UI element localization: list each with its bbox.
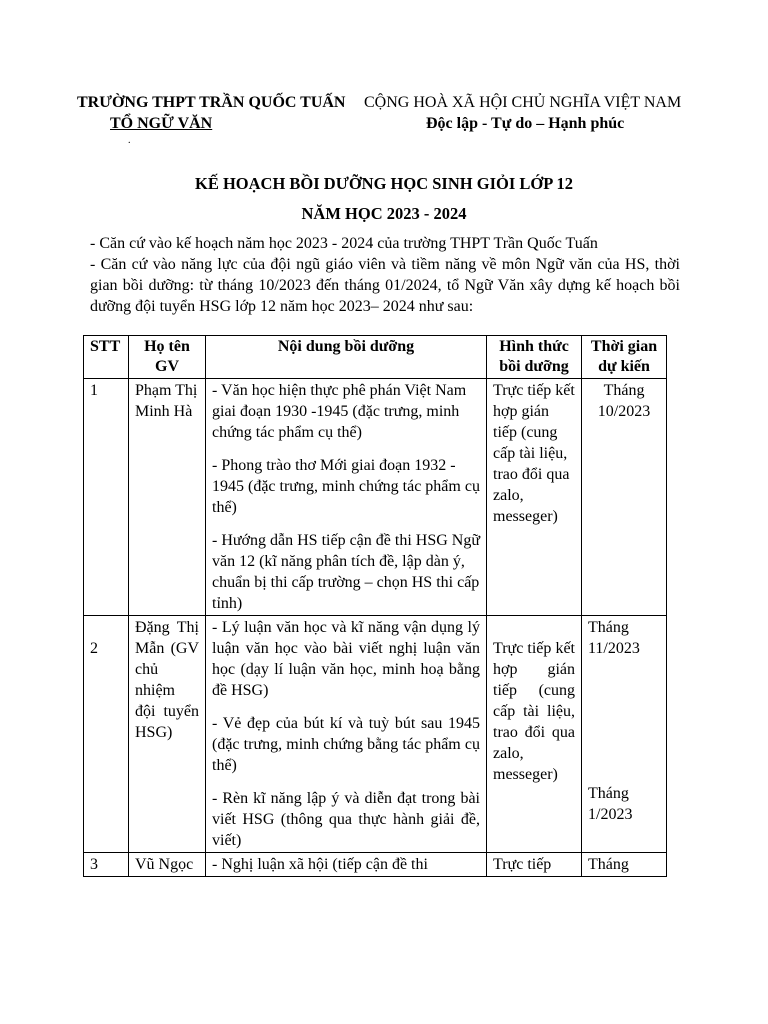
content-item: - Lý luận văn học và kĩ năng vận dụng lý luận văn học vào bài viết nghị luận văn học (dạy lí luận văn học, minh hoạ bằng đề HSG) <box>212 619 480 699</box>
row-time <box>582 379 667 616</box>
header-content: Nội dung bồi dưỡng <box>206 336 487 379</box>
row-stt: 1 <box>84 379 129 616</box>
country-name: CỘNG HOÀ XÃ HỘI CHỦ NGHĨA VIỆT NAM <box>364 94 682 111</box>
header-method: Hình thức bồi dưỡng <box>487 336 582 379</box>
basis-line-1: - Căn cứ vào kế hoạch năm học 2023 - 2024 của trường THPT Trần Quốc Tuấn <box>90 235 598 252</box>
row-contents <box>206 616 487 853</box>
row-time <box>582 616 667 853</box>
row-contents <box>206 853 487 877</box>
row-method: Trực tiếp <box>487 853 582 877</box>
table-row <box>84 379 667 616</box>
row-stt: 3 <box>84 853 129 877</box>
row-teacher: Vũ Ngọc <box>129 853 206 877</box>
national-motto: Độc lập - Tự do – Hạnh phúc <box>426 115 625 132</box>
header-time: Thời gian dự kiến <box>582 336 667 379</box>
plan-table <box>83 335 667 877</box>
table-header-row <box>84 336 667 379</box>
header-teacher: Họ tên GV <box>129 336 206 379</box>
row-teacher: Phạm Thị Minh Hà <box>129 379 206 616</box>
national-header <box>364 92 681 134</box>
row-teacher: Đặng Thị Mẫn (GV chủ nhiệm đội tuyển HSG) <box>129 616 206 853</box>
row-time <box>582 853 667 877</box>
basis-line-2: - Căn cứ vào năng lực của đội ngũ giáo viên và tiềm năng về môn Ngữ văn của HS, thời gian bồi dưỡng: từ tháng 10/2023 đến tháng 01/2024, tổ Ngữ Văn xây dựng kế hoạch bồi dưỡng đội tuyển HSG lớp 12 năm học 2023– 2024 như sau: <box>90 256 680 315</box>
content-item: - Phong trào thơ Mới giai đoạn 1932 - 1945 (đặc trưng, minh chứng tác phẩm cụ thể) <box>212 457 480 516</box>
row-contents <box>206 379 487 616</box>
school-header <box>77 92 345 134</box>
document-subtitle: NĂM HỌC 2023 - 2024 <box>301 204 467 223</box>
time-item: Tháng 1/2023 <box>588 785 633 823</box>
content-item: - Rèn kĩ năng lập ý và diễn đạt trong bài viết HSG (thông qua thực hành giải đề, viết) <box>212 790 480 849</box>
table-row <box>84 853 667 877</box>
row-method: Trực tiếp kết hợp gián tiếp (cung cấp tài liệu, trao đổi qua zalo, messeger) <box>487 379 582 616</box>
content-item: - Hướng dẫn HS tiếp cận đề thi HSG Ngữ văn 12 (kĩ năng phân tích đề, lập dàn ý, chuẩn bị thi cấp trường – chọn HS thi cấp tỉnh) <box>212 532 480 612</box>
time-item: Tháng 10/2023 <box>597 382 651 420</box>
row-method: Trực tiếp kết hợp gián tiếp (cung cấp tài liệu, trao đổi qua zalo, messeger) <box>487 616 582 853</box>
time-item: Tháng <box>588 856 629 873</box>
department-name: TỔ NGỮ VĂN <box>110 115 213 132</box>
table-row <box>84 616 667 853</box>
school-name: TRƯỜNG THPT TRẦN QUỐC TUẤN <box>77 94 346 111</box>
header-stt: STT <box>84 336 129 379</box>
document-title: KẾ HOẠCH BỒI DƯỠNG HỌC SINH GIỎI LỚP 12 <box>194 174 574 193</box>
content-item: - Văn học hiện thực phê phán Việt Nam giai đoạn 1930 -1945 (đặc trưng, minh chứng tác phẩm cụ thể) <box>212 382 467 441</box>
content-item: - Nghị luận xã hội (tiếp cận đề thi <box>212 856 428 873</box>
content-item: - Vẻ đẹp của bút kí và tuỳ bút sau 1945 (đặc trưng, minh chứng bằng tác phẩm cụ thể) <box>212 715 480 774</box>
time-item: Tháng 11/2023 <box>588 619 640 657</box>
row-stt: 2 <box>84 616 129 853</box>
basis-section <box>90 233 680 317</box>
stray-dot: . <box>128 135 131 146</box>
